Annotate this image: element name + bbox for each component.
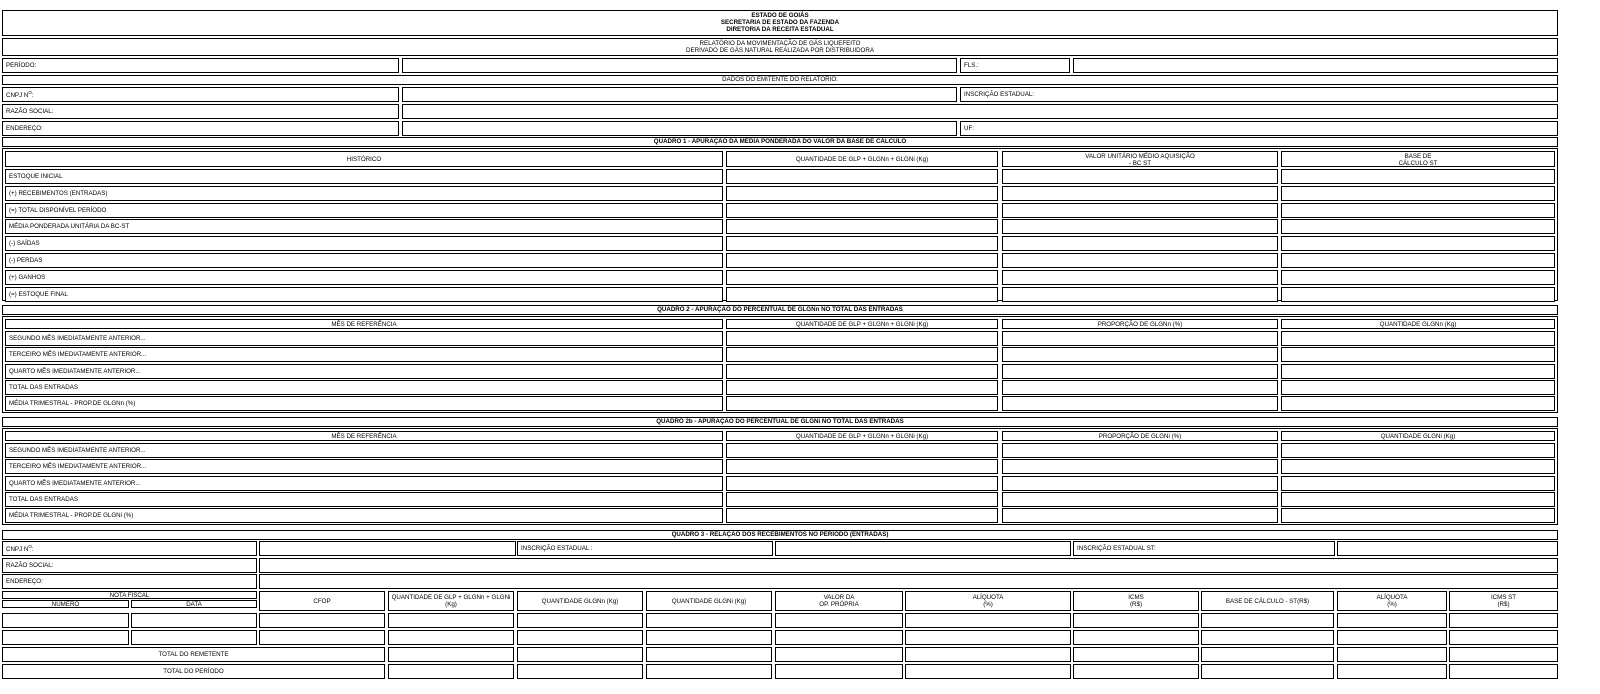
emitente-uf-label: UF: <box>964 125 974 132</box>
emitente-ie-label-cell <box>960 87 1558 102</box>
q3-entry-cell-9[interactable] <box>1201 630 1334 645</box>
quadro2b-row-quantidade-input[interactable] <box>726 459 998 474</box>
quadro2b-row-label-text: TOTAL DAS ENTRADAS <box>9 495 78 503</box>
quadro1-row-label <box>5 236 723 251</box>
q3-endereco-input[interactable] <box>259 574 1558 589</box>
fls-input[interactable] <box>1073 58 1558 73</box>
q3-total-cell-3[interactable] <box>388 664 514 679</box>
quadro2b-row-col3-input[interactable] <box>1002 476 1278 491</box>
q3-col-base-st: BASE DE CÁLCULO - ST(R$) <box>1201 591 1334 611</box>
quadro2-row-quantidade-input[interactable] <box>726 331 998 346</box>
periodo-label-cell <box>2 58 399 73</box>
quadro2b-col-proporcao: PROPORÇÃO DE GLGNi (%) <box>1002 431 1278 441</box>
quadro1-row-label-text: (=) ESTOQUE FINAL <box>9 290 68 298</box>
quadro2b-row-label-text: MÉDIA TRIMESTRAL - PROP.DE GLGNi (%) <box>9 512 134 520</box>
quadro1-row-col3-input[interactable] <box>1002 169 1278 184</box>
quadro1-row-col3-input[interactable] <box>1002 253 1278 268</box>
q3-total-cell-8[interactable] <box>1073 647 1199 662</box>
quadro2-row-col4-input[interactable] <box>1281 380 1555 395</box>
quadro2b-col-quantidade: QUANTIDADE DE GLP + GLGNn + GLGNi (Kg) <box>726 431 998 441</box>
quadro2b-row-col3-input[interactable] <box>1002 492 1278 507</box>
report-title-line1: RELATÓRIO DA MOVIMENTAÇÃO DE GÁS LIQUEFEITO <box>699 40 861 47</box>
emitente-razao-label: RAZÃO SOCIAL: <box>6 108 54 115</box>
quadro2b-row-quantidade-input[interactable] <box>726 476 998 491</box>
q3-razao-label: RAZÃO SOCIAL: <box>6 562 54 569</box>
periodo-label: PERÍODO: <box>6 62 37 69</box>
quadro2b-row-col3-input[interactable] <box>1002 459 1278 474</box>
quadro2-row-col4-input[interactable] <box>1281 347 1555 362</box>
q3-razao-input[interactable] <box>259 558 1558 573</box>
quadro2-row-quantidade-input[interactable] <box>726 396 998 411</box>
quadro2-row-col4-input[interactable] <box>1281 396 1555 411</box>
quadro2b-row-col4-input[interactable] <box>1281 443 1555 458</box>
quadro2b-row-quantidade-input[interactable] <box>726 443 998 458</box>
quadro2-col-qtd: QUANTIDADE GLGNn (Kg) <box>1281 319 1555 329</box>
quadro2b-row-col3-input[interactable] <box>1002 443 1278 458</box>
quadro2-row-col3-input[interactable] <box>1002 364 1278 379</box>
q3-endereco-label-cell <box>2 574 257 589</box>
quadro1-row-col4-input[interactable] <box>1281 203 1555 218</box>
q3-total-cell-8[interactable] <box>1073 664 1199 679</box>
q3-col-cfop: CFOP <box>259 591 385 611</box>
quadro2-row-quantidade-input[interactable] <box>726 380 998 395</box>
quadro1-row-quantidade-input[interactable] <box>726 236 998 251</box>
quadro1-row-col4-input[interactable] <box>1281 186 1555 201</box>
q3-col-qtd-total: QUANTIDADE DE GLP + GLGNn + GLGNi (Kg) <box>388 591 514 611</box>
quadro1-col-valor: VALOR UNITÁRIO MÉDIO AQUISIÇÃO - BC ST <box>1002 151 1278 167</box>
q3-col-aliquota2: ALÍQUOTA (%) <box>1337 591 1447 611</box>
q3-total-cell-5[interactable] <box>646 664 772 679</box>
emitente-endereco-label-cell <box>2 121 399 136</box>
q3-ie-st-label-cell <box>1073 541 1335 556</box>
q3-col-qtd-glgni: QUANTIDADE GLGNi (Kg) <box>646 591 772 611</box>
quadro2-row-col3-input[interactable] <box>1002 331 1278 346</box>
q3-total-cell-9[interactable] <box>1201 664 1334 679</box>
quadro1-col-base: BASE DE CÁLCULO ST <box>1281 151 1555 167</box>
quadro2-col-proporcao: PROPORÇÃO DE GLGNn (%) <box>1002 319 1278 329</box>
q3-entry-cell-5[interactable] <box>646 613 772 628</box>
quadro1-row-label <box>5 169 723 184</box>
periodo-input[interactable] <box>402 58 957 73</box>
quadro2-row-label <box>5 380 723 395</box>
q3-entry-cell-11[interactable] <box>1449 630 1558 645</box>
quadro2-row-col3-input[interactable] <box>1002 347 1278 362</box>
quadro1-row-col4-input[interactable] <box>1281 236 1555 251</box>
quadro2b-row-label <box>5 459 723 474</box>
q3-cnpj-label: CNPJ $N^O$: <box>6 543 34 554</box>
quadro1-row-label-text: (+) GANHOS <box>9 273 46 281</box>
quadro2b-row-label-text: TERCEIRO MÊS IMEDIATAMENTE ANTERIOR... <box>9 463 147 471</box>
q3-entry-cell-6[interactable] <box>775 613 903 628</box>
quadro2b-row-col4-input[interactable] <box>1281 459 1555 474</box>
emitente-ie-label: INSCRIÇÃO ESTADUAL: <box>964 91 1035 98</box>
header-state: ESTADO DE GOIÁS <box>751 12 809 19</box>
emitente-cnpj-label-cell <box>2 87 399 102</box>
quadro2-row-quantidade-input[interactable] <box>726 364 998 379</box>
quadro1-col-historico: HISTÓRICO <box>5 151 723 167</box>
quadro2-row-quantidade-input[interactable] <box>726 347 998 362</box>
quadro2b-title: QUADRO 2b - APURAÇÃO DO PERCENTUAL DE GLGNi NO TOTAL DAS ENTRADAS <box>656 418 904 425</box>
q3-entry-cell-0[interactable] <box>2 613 129 628</box>
q3-entry-cell-2[interactable] <box>259 630 385 645</box>
q3-ie-input[interactable] <box>775 541 1071 556</box>
quadro2-col-mes: MÊS DE REFERÊNCIA <box>5 319 723 329</box>
q3-entry-cell-3[interactable] <box>388 630 514 645</box>
q3-entry-cell-3[interactable] <box>388 613 514 628</box>
emitente-cnpj-label: CNPJ $N^O$: <box>6 89 34 100</box>
q3-entry-cell-4[interactable] <box>517 630 643 645</box>
quadro1-row-col4-input[interactable] <box>1281 219 1555 234</box>
quadro2b-row-quantidade-input[interactable] <box>726 508 998 523</box>
quadro1-row-label <box>5 203 723 218</box>
quadro2b-row-col4-input[interactable] <box>1281 492 1555 507</box>
q3-total-cell-7[interactable] <box>905 664 1071 679</box>
quadro1-col-quantidade: QUANTIDADE DE GLP + GLGNn + GLGNi (Kg) <box>726 151 998 167</box>
quadro1-row-quantidade-input[interactable] <box>726 203 998 218</box>
q3-col-qtd-glgnn: QUANTIDADE GLGNn (Kg) <box>517 591 643 611</box>
q3-col-icms: ICMS (R$) <box>1073 591 1199 611</box>
quadro2-row-label <box>5 347 723 362</box>
q3-col-nota-fiscal: NOTA FISCAL <box>2 591 257 599</box>
quadro1-row-col4-input[interactable] <box>1281 169 1555 184</box>
q3-entry-cell-5[interactable] <box>646 630 772 645</box>
emitente-razao-label-cell <box>2 104 399 119</box>
q3-total-cell-11[interactable] <box>1449 647 1558 662</box>
quadro1-title: QUADRO 1 - APURAÇÃO DA MÉDIA PONDERADA DO VALOR DA BASE DE CÁLCULO <box>653 138 907 145</box>
quadro2-row-label-text: TERCEIRO MÊS IMEDIATAMENTE ANTERIOR... <box>9 351 147 359</box>
q3-entry-cell-10[interactable] <box>1337 613 1447 628</box>
q3-col-aliquota1: ALÍQUOTA (%) <box>905 591 1071 611</box>
q3-col-valor: VALOR DA OP. PRÓPRIA <box>775 591 903 611</box>
quadro2b-row-col3-input[interactable] <box>1002 508 1278 523</box>
quadro2b-row-col4-input[interactable] <box>1281 476 1555 491</box>
q3-entry-cell-11[interactable] <box>1449 613 1558 628</box>
report-title-line2: DERIVADO DE GÁS NATURAL REALIZADA POR DISTRIBUIDORA <box>686 47 874 54</box>
q3-ie-label-cell <box>517 541 773 556</box>
quadro1-row-label-text: ESTOQUE INICIAL <box>9 173 63 180</box>
q3-ie-label: INSCRIÇÃO ESTADUAL : <box>521 545 593 552</box>
quadro1-row-label <box>5 270 723 285</box>
q3-entry-cell-1[interactable] <box>131 613 257 628</box>
quadro2b-col-qtd: QUANTIDADE GLGNi (Kg) <box>1281 431 1555 441</box>
quadro1-row-label <box>5 287 723 302</box>
q3-endereco-label: ENDEREÇO: <box>6 578 43 585</box>
header-secretariat: SECRETARIA DE ESTADO DA FAZENDA <box>720 19 840 26</box>
q3-total-cell-4[interactable] <box>517 664 643 679</box>
emitente-title: DADOS DO EMITENTE DO RELATÓRIO: <box>722 76 838 83</box>
emitente-uf-label-cell <box>960 121 1558 136</box>
q3-total-cell-4[interactable] <box>517 647 643 662</box>
quadro2b-row-col4-input[interactable] <box>1281 508 1555 523</box>
quadro1-row-quantidade-input[interactable] <box>726 219 998 234</box>
q3-entry-cell-8[interactable] <box>1073 630 1199 645</box>
q3-ie-st-input[interactable] <box>1337 541 1558 556</box>
quadro2-row-label-text: SEGUNDO MÊS IMEDIATAMENTE ANTERIOR... <box>9 335 146 342</box>
quadro2-row-col4-input[interactable] <box>1281 331 1555 346</box>
q3-total-cell-11[interactable] <box>1449 664 1558 679</box>
quadro1-row-label <box>5 253 723 268</box>
quadro2-row-col3-input[interactable] <box>1002 380 1278 395</box>
quadro2b-col-mes: MÊS DE REFERÊNCIA <box>5 431 723 441</box>
emitente-cnpj-input[interactable] <box>402 87 957 102</box>
fls-label: FLS.: <box>964 62 979 69</box>
quadro1-row-col3-input[interactable] <box>1002 219 1278 234</box>
q3-entry-cell-8[interactable] <box>1073 613 1199 628</box>
q3-total-remetente-label: TOTAL DO REMETENTE <box>2 647 385 662</box>
quadro2b-row-label <box>5 476 723 491</box>
q3-entry-cell-1[interactable] <box>131 630 257 645</box>
emitente-razao-input[interactable] <box>402 104 1558 119</box>
quadro1-row-col4-input[interactable] <box>1281 253 1555 268</box>
q3-col-data: DATA <box>131 600 257 608</box>
q3-cnpj-input[interactable] <box>259 541 516 556</box>
emitente-endereco-input[interactable] <box>402 121 957 136</box>
quadro1-row-quantidade-input[interactable] <box>726 270 998 285</box>
q3-entry-cell-9[interactable] <box>1201 613 1334 628</box>
quadro1-row-col3-input[interactable] <box>1002 287 1278 302</box>
q3-total-cell-7[interactable] <box>905 647 1071 662</box>
q3-total-cell-5[interactable] <box>646 647 772 662</box>
q3-entry-cell-2[interactable] <box>259 613 385 628</box>
quadro2-row-label <box>5 364 723 379</box>
quadro1-row-label-text: (=) TOTAL DISPONÍVEL PERÍODO <box>9 206 107 214</box>
q3-ie-st-label: INSCRIÇÃO ESTADUAL ST: <box>1077 545 1156 552</box>
quadro2-row-label <box>5 331 723 346</box>
q3-entry-cell-7[interactable] <box>905 630 1071 645</box>
q3-razao-label-cell <box>2 558 257 573</box>
quadro1-row-col3-input[interactable] <box>1002 203 1278 218</box>
quadro2-col-quantidade: QUANTIDADE DE GLP + GLGNn + GLGNi (Kg) <box>726 319 998 329</box>
quadro3-title: QUADRO 3 - RELAÇÃO DOS RECEBIMENTOS NO PERÍODO (ENTRADAS) <box>671 531 889 538</box>
quadro1-row-quantidade-input[interactable] <box>726 253 998 268</box>
quadro2-row-col3-input[interactable] <box>1002 396 1278 411</box>
quadro1-row-col4-input[interactable] <box>1281 270 1555 285</box>
quadro2b-row-label <box>5 443 723 458</box>
header-directorate: DIRETORIA DA RECEITA ESTADUAL <box>726 26 834 33</box>
quadro2b-row-label <box>5 508 723 523</box>
quadro1-row-col3-input[interactable] <box>1002 270 1278 285</box>
quadro2-row-label-text: MÉDIA TRIMESTRAL - PROP.DE GLGNn (%) <box>9 400 136 408</box>
quadro1-row-quantidade-input[interactable] <box>726 169 998 184</box>
quadro1-row-label-text: (-) PERDAS <box>9 257 43 264</box>
quadro1-row-quantidade-input[interactable] <box>726 287 998 302</box>
quadro1-row-label-text: MÉDIA PONDERADA UNITÁRIA DA BC-ST <box>9 223 130 231</box>
quadro2-row-label <box>5 396 723 411</box>
q3-entry-cell-10[interactable] <box>1337 630 1447 645</box>
q3-total-cell-6[interactable] <box>775 647 903 662</box>
q3-total-cell-6[interactable] <box>775 664 903 679</box>
quadro2b-row-quantidade-input[interactable] <box>726 492 998 507</box>
quadro1-row-label <box>5 219 723 234</box>
q3-entry-cell-7[interactable] <box>905 613 1071 628</box>
quadro2-row-label-text: QUARTO MÊS IMEDIATAMENTE ANTERIOR... <box>9 367 141 375</box>
q3-total-periodo-label: TOTAL DO PERÍODO <box>2 664 385 679</box>
quadro2b-row-label-text: SEGUNDO MÊS IMEDIATAMENTE ANTERIOR... <box>9 447 146 454</box>
q3-cnpj-label-cell <box>2 541 257 556</box>
quadro2-row-label-text: TOTAL DAS ENTRADAS <box>9 383 78 391</box>
quadro2b-row-label <box>5 492 723 507</box>
quadro1-row-label-text: (-) SAÍDAS <box>9 240 40 248</box>
q3-total-cell-9[interactable] <box>1201 647 1334 662</box>
quadro1-row-label-text: (+) RECEBIMENTOS (ENTRADAS) <box>9 189 108 197</box>
quadro1-row-col4-input[interactable] <box>1281 287 1555 302</box>
emitente-endereco-label: ENDEREÇO: <box>6 125 43 132</box>
q3-total-cell-10[interactable] <box>1337 664 1447 679</box>
q3-col-icms-st: ICMS ST (R$) <box>1449 591 1558 611</box>
q3-entry-cell-6[interactable] <box>775 630 903 645</box>
q3-total-cell-3[interactable] <box>388 647 514 662</box>
quadro1-row-col3-input[interactable] <box>1002 236 1278 251</box>
fls-label-cell <box>960 58 1070 73</box>
quadro1-row-quantidade-input[interactable] <box>726 186 998 201</box>
q3-total-cell-10[interactable] <box>1337 647 1447 662</box>
quadro1-row-label <box>5 186 723 201</box>
quadro2b-row-label-text: QUARTO MÊS IMEDIATAMENTE ANTERIOR... <box>9 479 141 487</box>
q3-entry-cell-0[interactable] <box>2 630 129 645</box>
quadro1-row-col3-input[interactable] <box>1002 186 1278 201</box>
q3-col-numero: NÚMERO <box>2 600 129 608</box>
quadro2-title: QUADRO 2 - APURAÇÃO DO PERCENTUAL DE GLGNn NO TOTAL DAS ENTRADAS <box>657 306 903 313</box>
quadro2-row-col4-input[interactable] <box>1281 364 1555 379</box>
q3-entry-cell-4[interactable] <box>517 613 643 628</box>
